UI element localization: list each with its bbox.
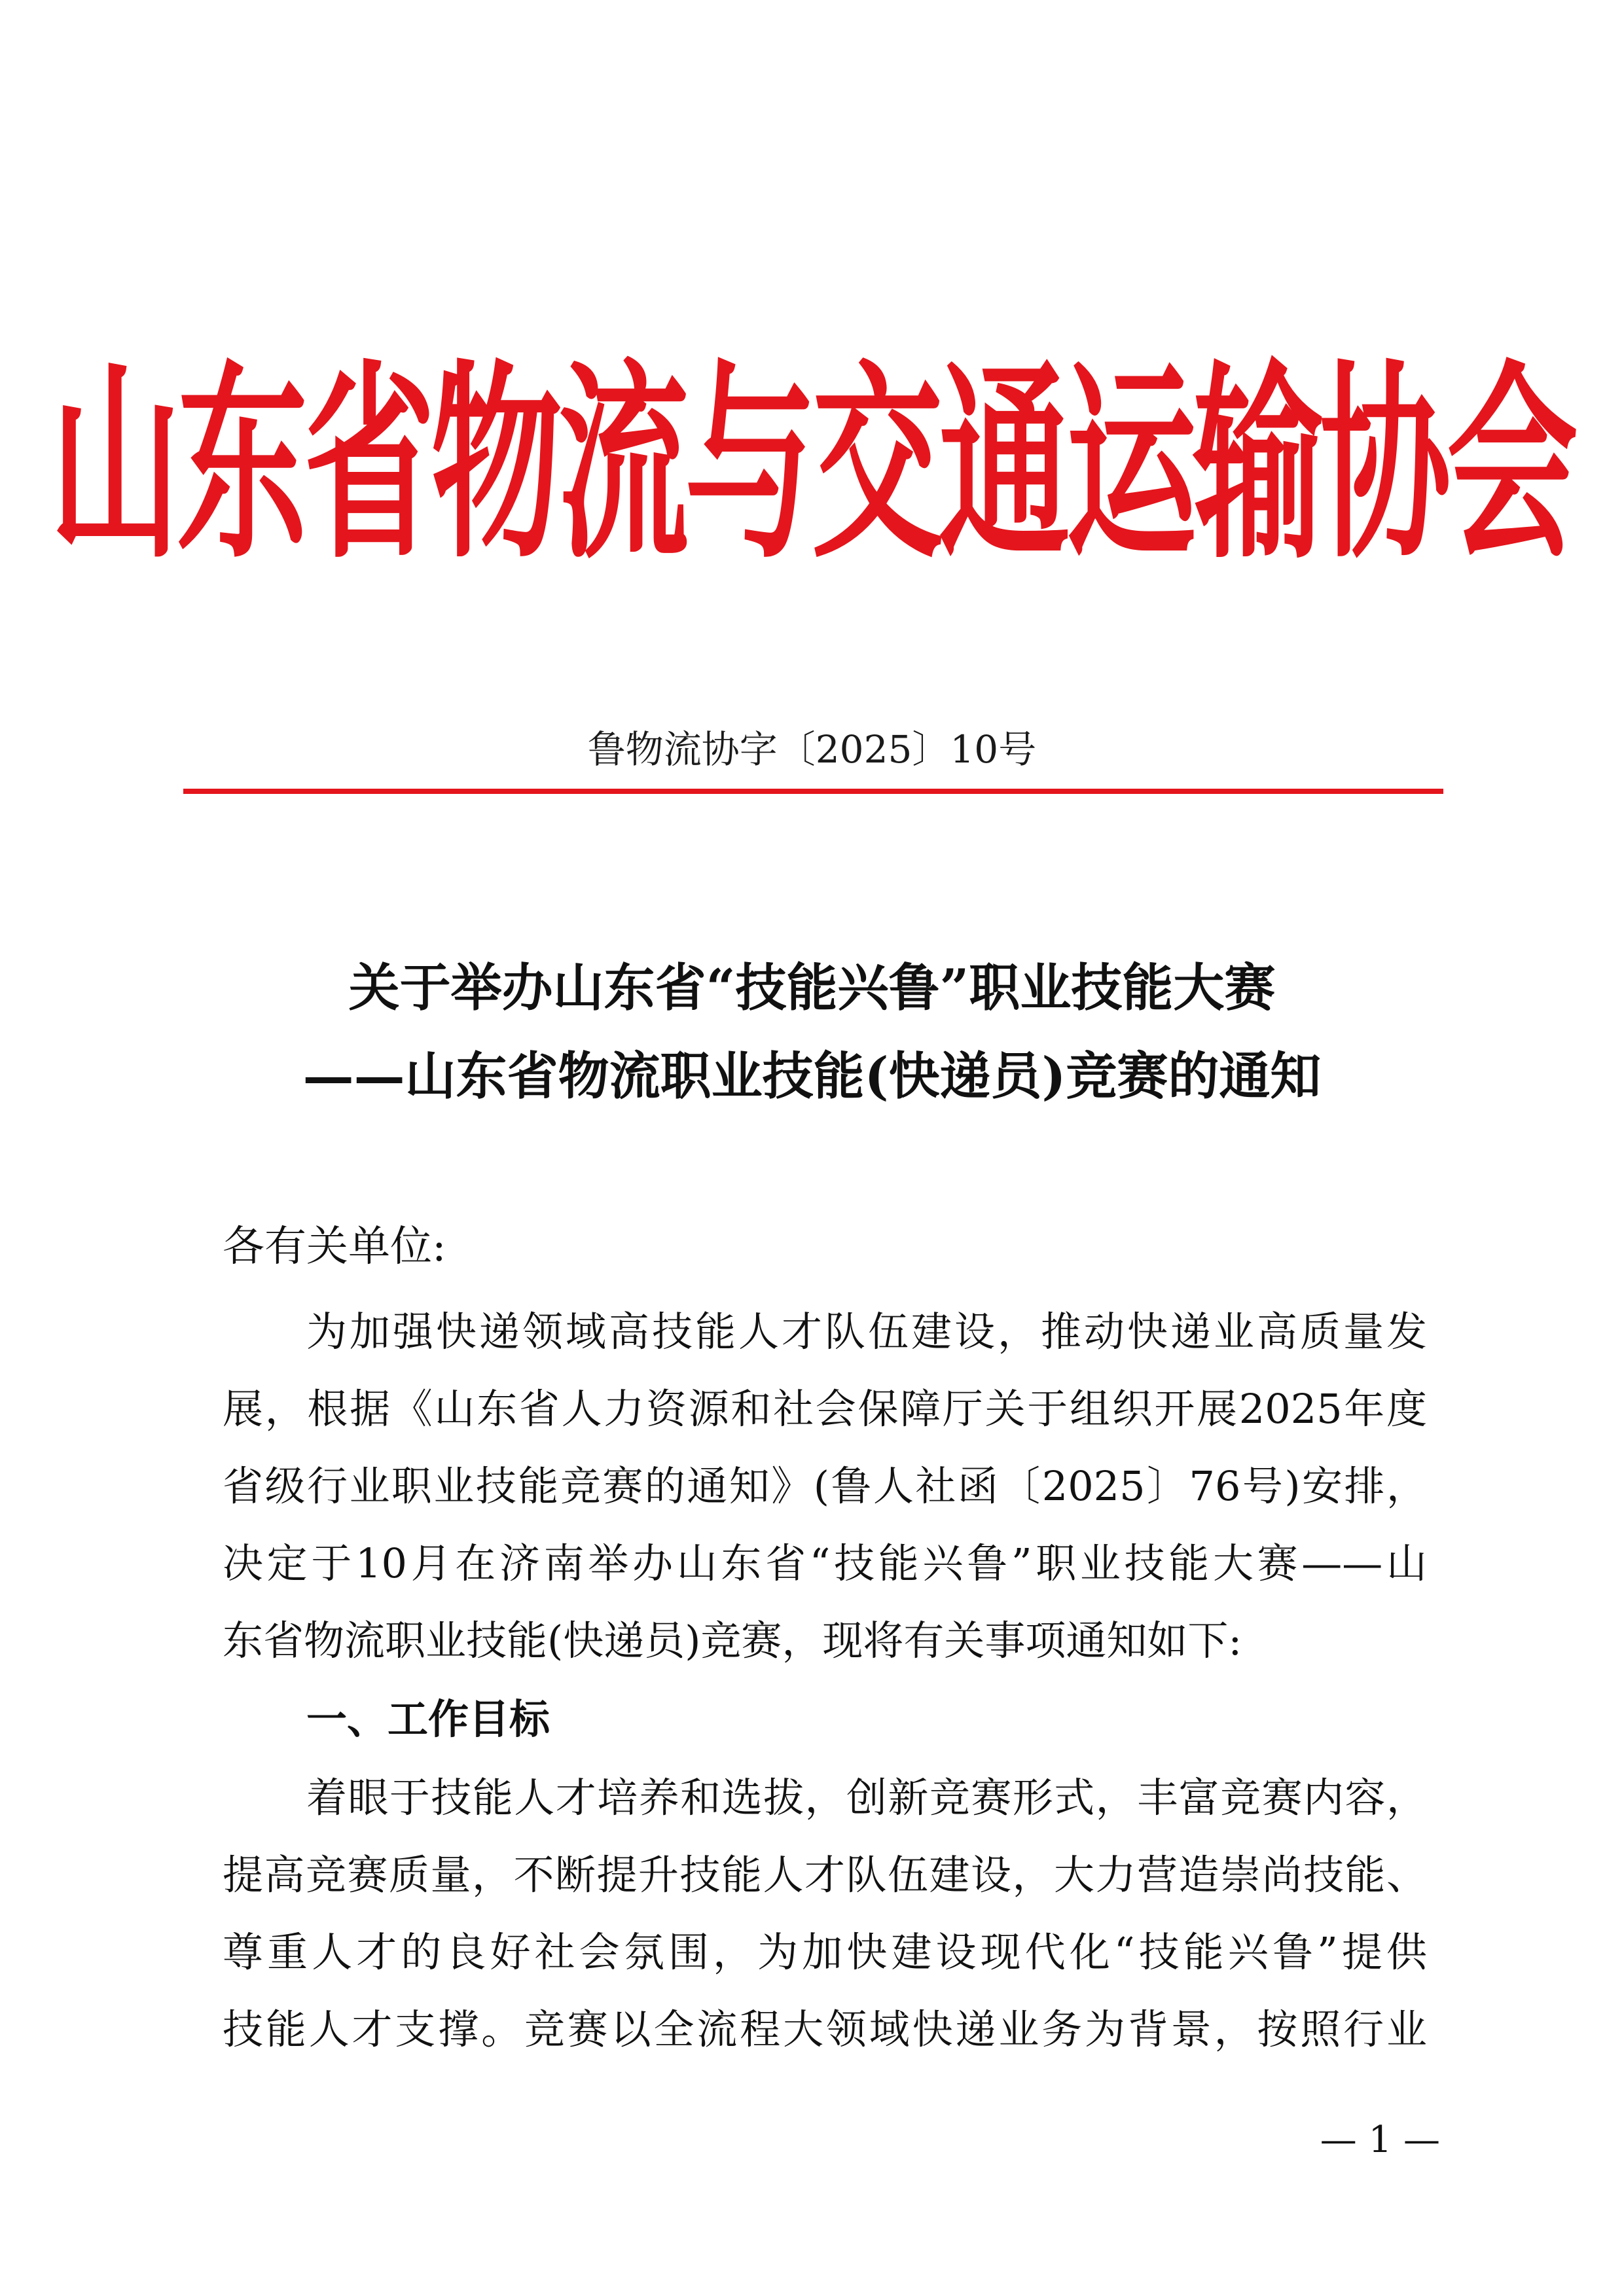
intro-paragraph-line: 决定于10月在济南举办山东省“技能兴鲁”职业技能大赛——山	[223, 1539, 1427, 1587]
organization-header: 山东省物流与交通运输协会	[50, 341, 1574, 588]
document-number: 鲁物流协字〔2025〕10号	[587, 727, 1037, 772]
section-heading: 一、工作目标	[306, 1695, 550, 1743]
section-body-line: 着眼于技能人才培养和选拔，创新竞赛形式，丰富竞赛内容，	[306, 1774, 1427, 1821]
section-body-line: 尊重人才的良好社会氛围，为加快建设现代化“技能兴鲁”提供	[223, 1928, 1427, 1976]
document-title-line-2: ——山东省物流职业技能(快递员)竞赛的通知	[302, 1047, 1322, 1106]
section-body-line: 技能人才支撑。竞赛以全流程大领域快递业务为背景，按照行业	[223, 2005, 1427, 2053]
page-number: — 1 —	[1320, 2119, 1440, 2161]
salutation: 各有关单位:	[223, 1223, 446, 1271]
intro-paragraph-line: 东省物流职业技能(快递员)竞赛，现将有关事项通知如下:	[223, 1617, 1242, 1664]
red-divider-line	[183, 789, 1443, 794]
document-title-line-1: 关于举办山东省“技能兴鲁”职业技能大赛	[348, 958, 1276, 1018]
intro-paragraph-line: 展，根据《山东省人力资源和社会保障厅关于组织开展2025年度	[223, 1385, 1427, 1433]
intro-paragraph-line: 为加强快递领域高技能人才队伍建设，推动快递业高质量发	[306, 1308, 1427, 1355]
section-body-line: 提高竞赛质量，不断提升技能人才队伍建设，大力营造崇尚技能、	[223, 1851, 1427, 1899]
intro-paragraph-line: 省级行业职业技能竞赛的通知》(鲁人社函〔2025〕76号)安排，	[223, 1462, 1427, 1510]
